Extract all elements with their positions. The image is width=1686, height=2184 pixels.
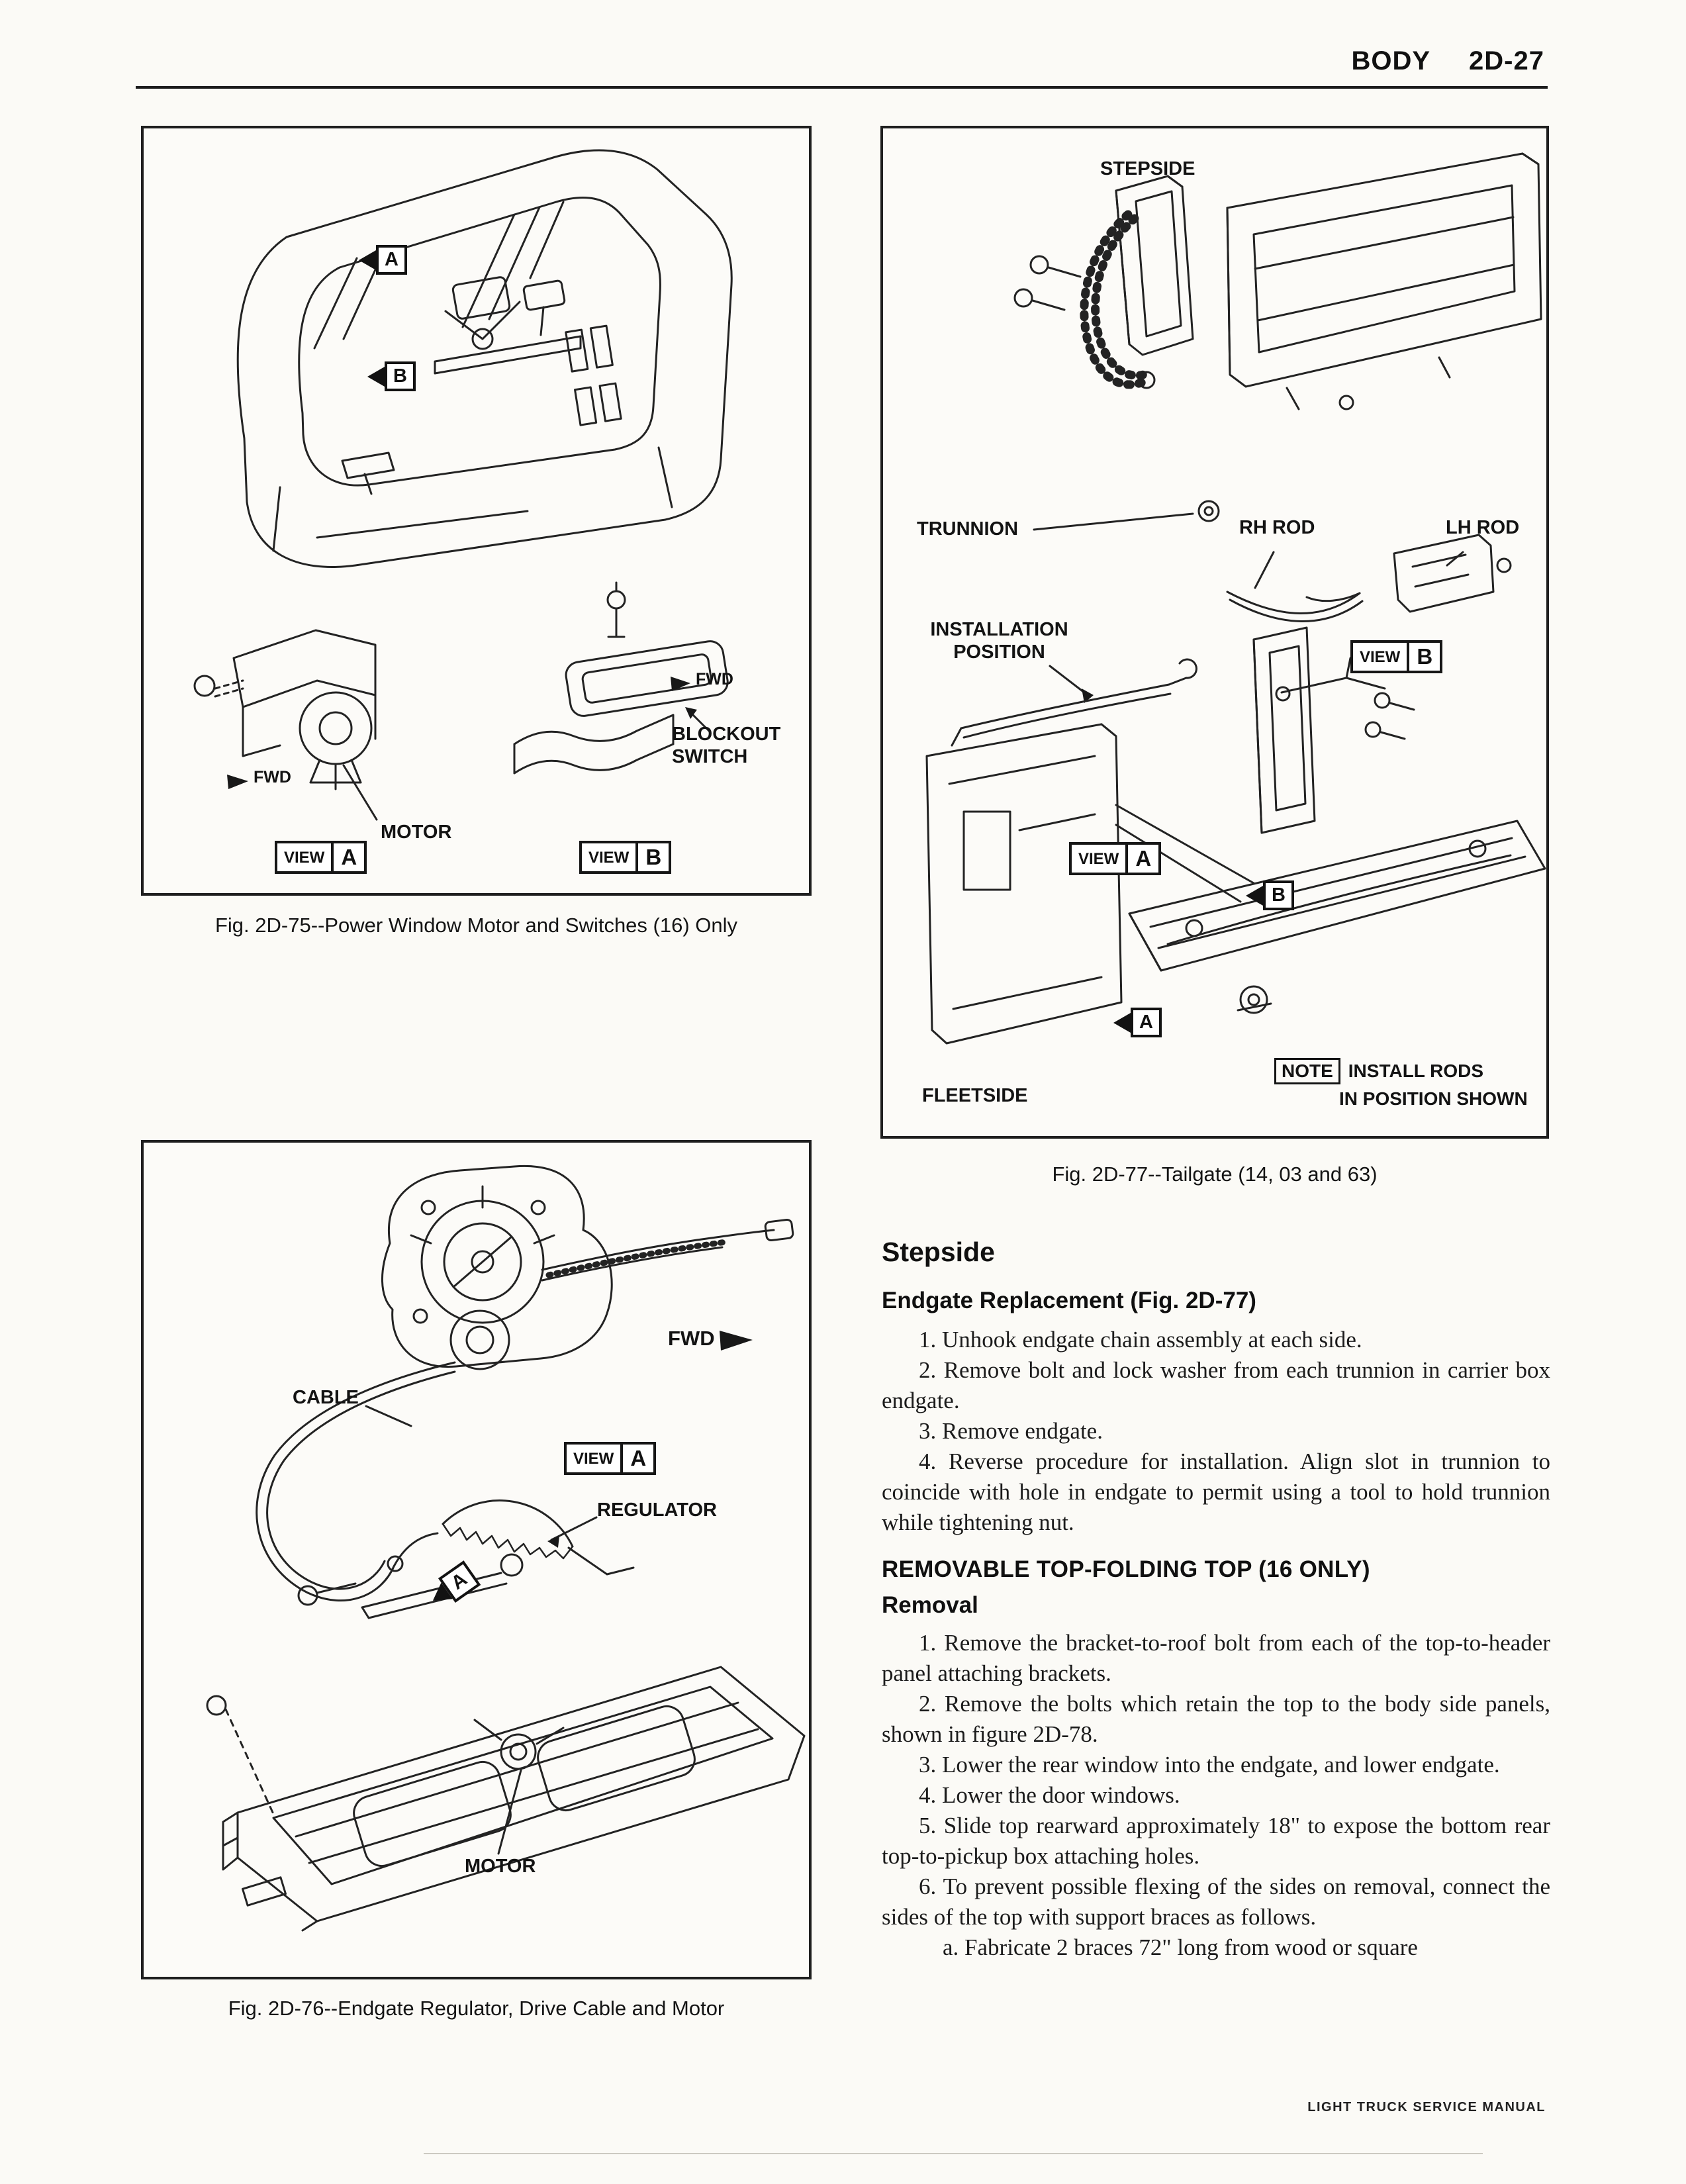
figure-77-caption: Fig. 2D-77--Tailgate (14, 03 and 63) bbox=[1052, 1163, 1378, 1186]
view-a-label bbox=[1069, 842, 1161, 875]
fwd-label: FWD bbox=[668, 1327, 715, 1350]
view-letter: B bbox=[635, 843, 669, 871]
note-text-line2: IN POSITION SHOWN bbox=[1339, 1088, 1528, 1109]
removal-step: 1. Remove the bracket-to-roof bolt from each of the top-to-header panel attaching brackets. bbox=[882, 1630, 1550, 1686]
trunnion-label: TRUNNION bbox=[917, 518, 1019, 540]
section-heading: Stepside bbox=[882, 1237, 995, 1267]
header-rule bbox=[136, 86, 1548, 89]
note-text-line1: INSTALL RODS bbox=[1348, 1061, 1484, 1081]
note-block bbox=[1274, 1058, 1528, 1110]
marker-letter: A bbox=[1131, 1008, 1162, 1037]
callout-marker-b bbox=[1246, 880, 1294, 910]
removal-step: 5. Slide top rearward approximately 18" to expose the bottom rear top-to-pickup box attaching holes. bbox=[882, 1813, 1550, 1869]
note-row bbox=[1274, 1058, 1528, 1084]
view-word: VIEW bbox=[284, 849, 325, 867]
removable-top-heading: REMOVABLE TOP-FOLDING TOP (16 ONLY) bbox=[882, 1556, 1370, 1582]
figure-75-caption: Fig. 2D-75--Power Window Motor and Switches (16) Only bbox=[214, 914, 738, 937]
motor-label: MOTOR bbox=[465, 1856, 536, 1877]
blockout-switch-label: BLOCKOUT SWITCH bbox=[672, 724, 781, 768]
arrow-icon bbox=[367, 367, 385, 387]
endgate-step: 1. Unhook endgate chain assembly at each side. bbox=[919, 1327, 1362, 1353]
page-number: 2D-27 bbox=[1469, 46, 1544, 75]
arrow-icon bbox=[1246, 886, 1263, 906]
view-word: VIEW bbox=[588, 849, 630, 867]
body-text-column bbox=[882, 1237, 1550, 1963]
figure-2d-75 bbox=[141, 126, 812, 896]
view-word: VIEW bbox=[1360, 648, 1401, 666]
callout-marker-a bbox=[359, 245, 407, 275]
view-b-label bbox=[579, 841, 671, 874]
marker-letter: A bbox=[376, 245, 407, 275]
figure-2d-76 bbox=[141, 1140, 812, 1979]
callout-marker-b bbox=[367, 361, 416, 391]
lh-rod-label: LH ROD bbox=[1446, 517, 1520, 538]
page-header bbox=[1351, 46, 1544, 76]
arrow-icon bbox=[1113, 1013, 1131, 1033]
view-word: VIEW bbox=[1078, 850, 1119, 868]
figure-2d-77 bbox=[880, 126, 1549, 1139]
motor-label: MOTOR bbox=[381, 822, 452, 843]
removal-substep: a. Fabricate 2 braces 72" long from wood or square bbox=[943, 1934, 1418, 1960]
marker-letter: B bbox=[385, 361, 416, 391]
removal-step: 6. To prevent possible flexing of the sides on removal, connect the sides of the top with support braces as follows. bbox=[882, 1874, 1550, 1930]
footer-text: LIGHT TRUCK SERVICE MANUAL bbox=[1307, 2100, 1546, 2114]
regulator-label: REGULATOR bbox=[597, 1499, 717, 1521]
removal-heading: Removal bbox=[882, 1592, 978, 1618]
callout-marker-a bbox=[1113, 1008, 1162, 1037]
view-letter: B bbox=[1407, 643, 1440, 671]
marker-letter: B bbox=[1263, 880, 1294, 910]
view-a-label bbox=[275, 841, 367, 874]
view-letter: A bbox=[1125, 845, 1158, 873]
endgate-replacement-heading: Endgate Replacement (Fig. 2D-77) bbox=[882, 1288, 1256, 1313]
view-a-label bbox=[564, 1442, 656, 1475]
marker-letter: A bbox=[438, 1560, 481, 1603]
removal-step: 3. Lower the rear window into the endgate, and lower endgate. bbox=[919, 1752, 1500, 1778]
view-b-label bbox=[1350, 640, 1442, 673]
installation-position-label: INSTALLATION POSITION bbox=[930, 619, 1068, 663]
view-letter: A bbox=[331, 843, 364, 871]
endgate-step: 2. Remove bolt and lock washer from each trunnion in carrier box endgate. bbox=[882, 1357, 1550, 1413]
figure-76-caption: Fig. 2D-76--Endgate Regulator, Drive Cable and Motor bbox=[228, 1997, 725, 2020]
view-word: VIEW bbox=[573, 1450, 614, 1468]
fwd-label: FWD bbox=[696, 670, 733, 688]
fleetside-label: FLEETSIDE bbox=[922, 1085, 1028, 1106]
header-section: BODY bbox=[1351, 46, 1431, 75]
fig75-drawing bbox=[144, 128, 809, 893]
arrow-icon bbox=[359, 250, 376, 270]
fwd-label: FWD bbox=[254, 768, 291, 786]
endgate-step: 4. Reverse procedure for installation. Align slot in trunnion to coincide with hole in endgate to permit using a tool to hold trunnion while tightening nut. bbox=[882, 1448, 1550, 1535]
scan-artifact-line bbox=[424, 2153, 1483, 2154]
endgate-step: 3. Remove endgate. bbox=[919, 1418, 1103, 1444]
rh-rod-label: RH ROD bbox=[1239, 517, 1315, 538]
note-word: NOTE bbox=[1274, 1058, 1340, 1084]
stepside-label: STEPSIDE bbox=[1100, 158, 1195, 179]
cable-label: CABLE bbox=[293, 1387, 359, 1408]
fig76-drawing bbox=[144, 1143, 809, 1977]
removal-step: 4. Lower the door windows. bbox=[919, 1782, 1180, 1808]
removal-step: 2. Remove the bolts which retain the top to the body side panels, shown in figure 2D-78. bbox=[882, 1691, 1550, 1747]
view-letter: A bbox=[620, 1445, 653, 1472]
